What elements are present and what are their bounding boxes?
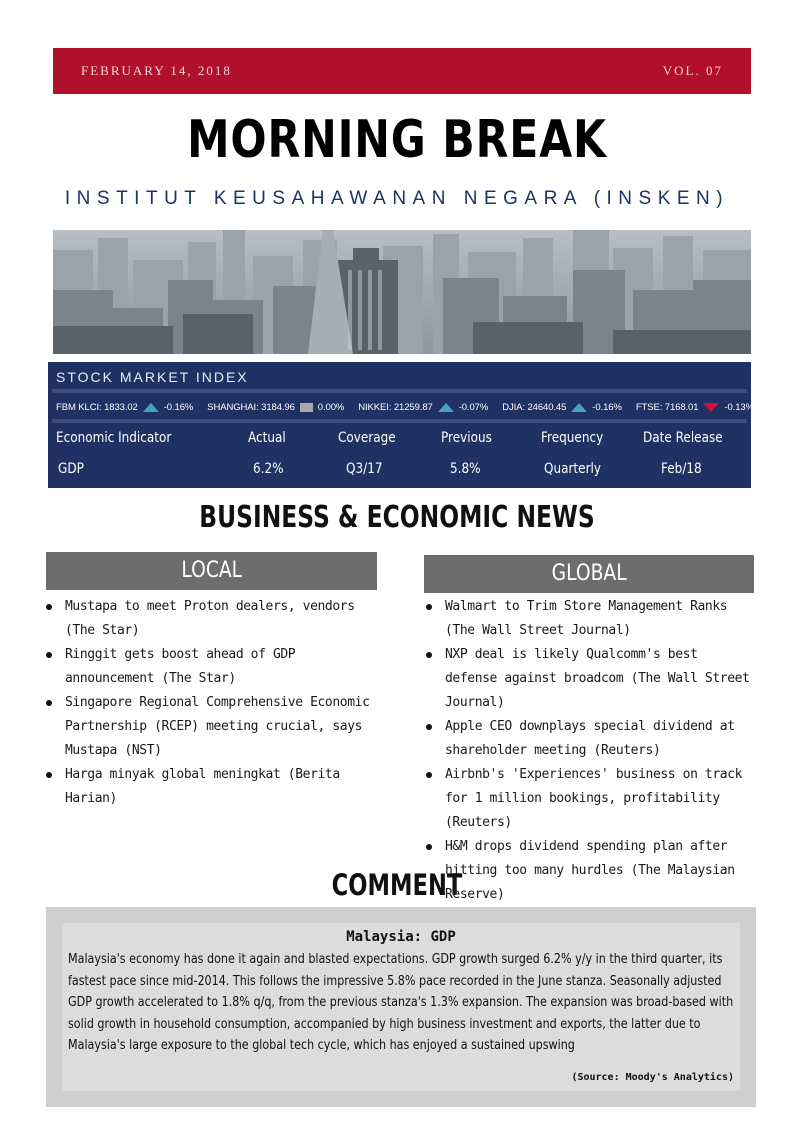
ticker-strip	[48, 396, 754, 418]
list-item[interactable]: Walmart to Trim Store Management Ranks (The Wall Street Journal)	[425, 595, 755, 643]
local-heading	[46, 552, 377, 590]
ticker-label: NIKKEI: 21259.87	[358, 401, 433, 413]
triangle-up-icon	[571, 403, 587, 412]
comment-body: Malaysia's economy has done it again and blasted expectations. GDP growth surged 6.2% y/y in the third quarter, its fastest pace since mid-2014. This follows the impressive 5.8% pace recorded in the June stanza. Seasonally adjusted GDP growth accelerated to 1.8% q/q, from the previous stanza's 1.3% expansion. The expansion was broad-based with solid growth in household consumption, accompanied by high business investment and exports, the latter due to Malaysia's large exposure to the global tech cycle, which has enjoyed a sustained upswing	[68, 952, 734, 1053]
ticker-shanghai	[207, 402, 344, 413]
table-cell: Feb/18	[661, 461, 702, 477]
triangle-up-icon	[438, 403, 454, 412]
list-item[interactable]: H&M drops dividend spending plan after hitting too many hurdles (The Malaysian Reserve)	[425, 835, 755, 907]
column-header: Date Release	[643, 430, 723, 446]
column-header: Previous	[441, 430, 492, 446]
divider	[52, 389, 747, 393]
table-cell: Quarterly	[544, 461, 601, 477]
news-section-title: BUSINESS & ECONOMIC NEWS	[199, 500, 595, 535]
ticker-change: 0.00%	[317, 401, 345, 413]
column-header: Actual	[248, 430, 286, 446]
list-item[interactable]: Harga minyak global meningkat (Berita Harian)	[45, 763, 381, 811]
comment-content	[62, 923, 740, 1091]
ticker-change: -0.16%	[592, 401, 622, 413]
list-item[interactable]: Airbnb's 'Experiences' business on track for 1 million bookings, profitability (Reuters)	[425, 763, 755, 835]
square-flat-icon	[300, 403, 313, 412]
column-header: Coverage	[338, 430, 396, 446]
ticker-nikkei	[358, 402, 488, 413]
comment-box	[46, 907, 756, 1107]
table-cell: 6.2%	[253, 461, 284, 477]
divider	[52, 419, 747, 423]
global-heading-label: GLOBAL	[551, 561, 627, 586]
ticker-change: -0.07%	[458, 401, 489, 413]
list-item[interactable]: Ringgit gets boost ahead of GDP announcement (The Star)	[45, 643, 381, 691]
newsletter-title: MORNING BREAK	[187, 110, 607, 170]
comment-heading: Malaysia: GDP	[346, 929, 456, 945]
ticker-label: SHANGHAI: 3184.96	[207, 401, 295, 413]
list-item[interactable]: NXP deal is likely Qualcomm's best defense against broadcom (The Wall Street Journal)	[425, 643, 755, 715]
stock-market-panel	[48, 362, 754, 488]
ticker-djia	[502, 402, 622, 413]
table-header-row	[48, 426, 751, 454]
ticker-label: DJIA: 24640.45	[502, 401, 567, 413]
local-news-list	[45, 595, 381, 811]
local-heading-label: LOCAL	[181, 558, 242, 583]
ticker-label: FBM KLCI: 1833.02	[56, 401, 138, 413]
triangle-down-icon	[703, 403, 719, 412]
table-cell: GDP	[58, 461, 84, 477]
list-item[interactable]: Mustapa to meet Proton dealers, vendors (The Star)	[45, 595, 381, 643]
triangle-up-icon	[143, 403, 159, 412]
city-skyline-photo	[53, 230, 751, 354]
ticker-label: FTSE: 7168.01	[635, 401, 699, 413]
table-cell: Q3/17	[346, 461, 383, 477]
stock-index-title: STOCK MARKET INDEX	[56, 369, 249, 385]
global-news-list	[425, 595, 755, 907]
newsletter-subtitle: INSTITUT KEUSAHAWANAN NEGARA (INSKEN)	[64, 188, 730, 209]
ticker-change: -0.16%	[163, 401, 194, 413]
issue-volume: VOL. 07	[662, 63, 723, 78]
header-bar	[53, 48, 751, 94]
list-item[interactable]: Apple CEO downplays special dividend at shareholder meeting (Reuters)	[425, 715, 755, 763]
comment-section-title: COMMENT	[331, 868, 463, 902]
global-heading	[424, 555, 754, 593]
table-row	[48, 457, 751, 485]
ticker-ftse	[636, 402, 754, 413]
ticker-change: -0.13%	[724, 401, 754, 413]
comment-source: (Source: Moody's Analytics)	[571, 1072, 734, 1083]
table-cell: 5.8%	[450, 461, 481, 477]
ticker-fbm-klci	[56, 402, 193, 413]
list-item[interactable]: Singapore Regional Comprehensive Economic Partnership (RCEP) meeting crucial, says Mustapa (NST)	[45, 691, 381, 763]
column-header: Frequency	[541, 430, 604, 446]
column-header: Economic Indicator	[56, 430, 172, 446]
issue-date: FEBRUARY 14, 2018	[81, 63, 232, 78]
